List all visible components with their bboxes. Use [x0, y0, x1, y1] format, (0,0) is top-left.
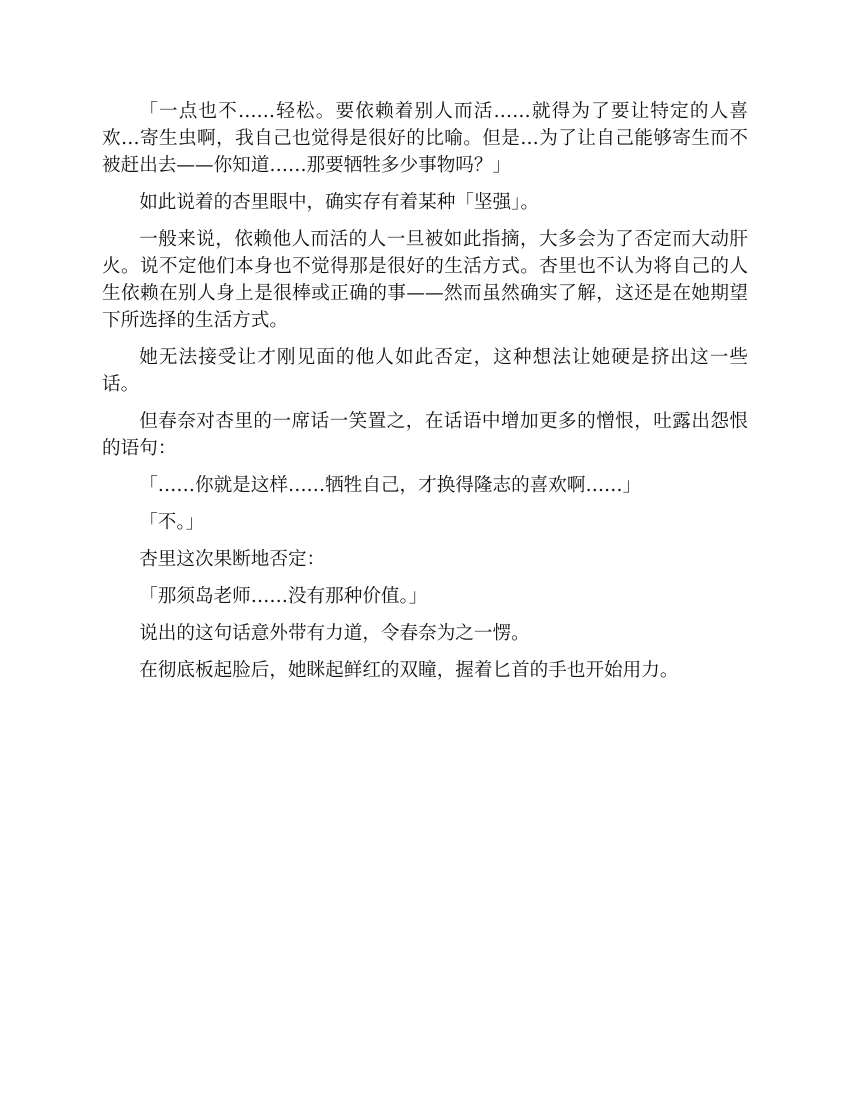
paragraph: 她无法接受让才刚见面的他人如此否定，这种想法让她硬是挤出这一些话。	[102, 347, 748, 395]
paragraph: 「……你就是这样……牺牲自己，才换得隆志的喜欢啊……」	[139, 475, 642, 496]
paragraph: 「那须岛老师……没有那种价值。」	[139, 586, 428, 607]
paragraph: 但春奈对杏里的一席话一笑置之，在话语中增加更多的憎恨，吐露出怨恨的语句：	[102, 411, 748, 459]
paragraph: 一般来说，依赖他人而活的人一旦被如此指摘，大多会为了否定而大动肝火。说不定他们本身也不觉得那是很好的生活方式。杏里也不认为将自己的人生依赖在别人身上是很棒或正确的事——然而虽然确实了解，这还是在她期望下所选择的生活方式。	[102, 229, 748, 331]
paragraph: 说出的这句话意外带有力道，令春奈为之一愣。	[139, 623, 530, 644]
document-body	[102, 98, 748, 694]
paragraph: 如此说着的杏里眼中，确实存有着某种「坚强」。	[139, 192, 539, 213]
paragraph: 「不。」	[139, 512, 205, 533]
paragraph: 在彻底板起脸后，她眯起鲜红的双瞳，握着匕首的手也开始用力。	[139, 660, 679, 681]
paragraph: 杏里这次果断地否定：	[139, 549, 326, 570]
paragraph: 「一点也不……轻松。要依赖着别人而活……就得为了要让特定的人喜欢…寄生虫啊，我自己也觉得是很好的比喻。但是…为了让自己能够寄生而不被赶出去——你知道……那要牺牲多少事物吗？」	[102, 101, 748, 176]
